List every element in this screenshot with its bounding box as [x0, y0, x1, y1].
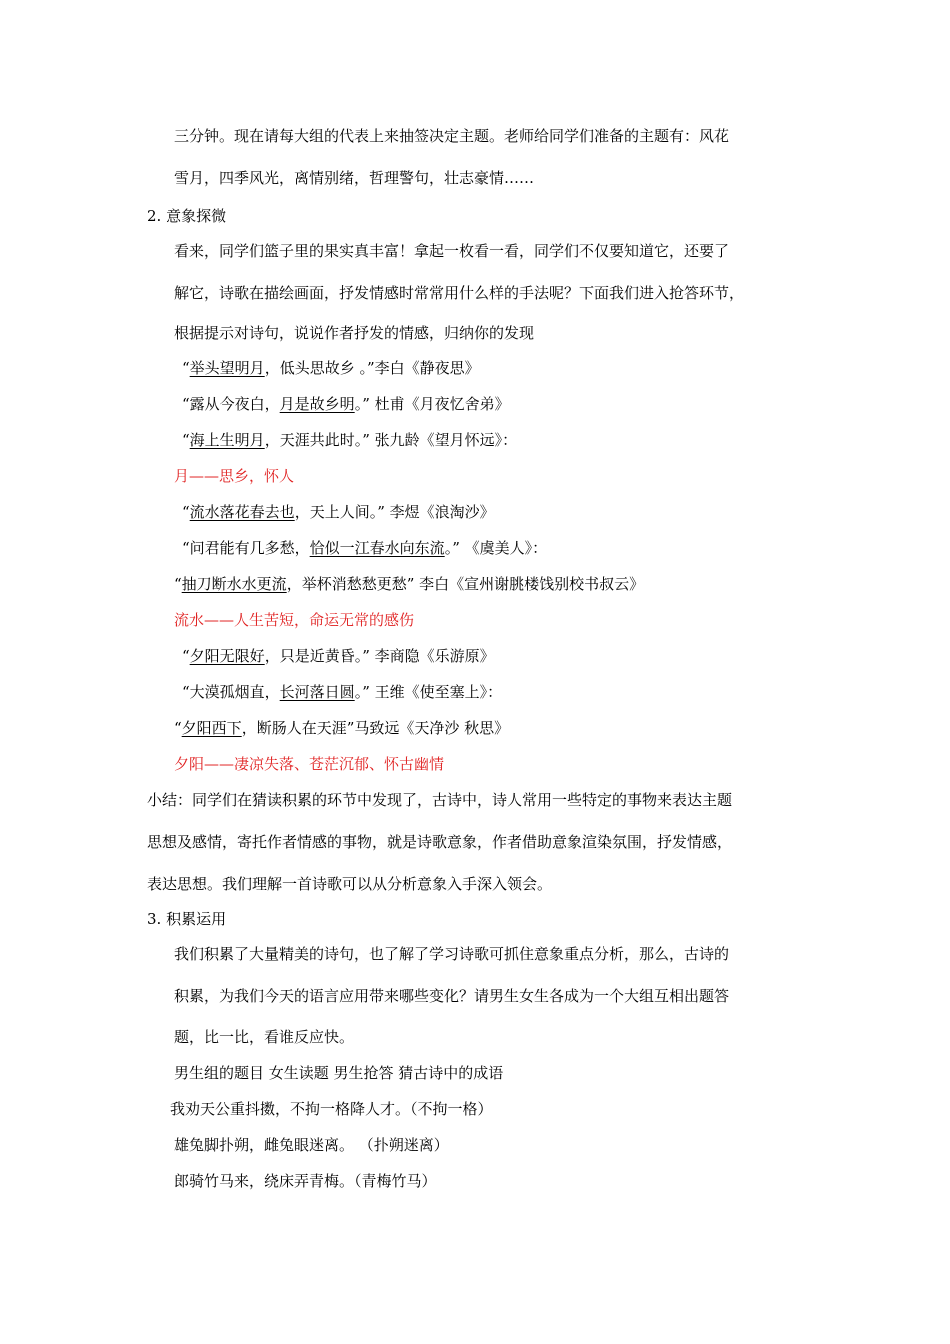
text-segment: 雪月，四季风光，离情别绪，哲理警句，壮志豪情…… — [174, 169, 535, 187]
text-segment: 夕阳——凄凉失落、苍茫沉郁、怀古幽情 — [174, 755, 445, 773]
text-segment: “ — [174, 575, 182, 593]
text-segment: “大漠孤烟直， — [182, 683, 280, 701]
text-segment: 2. 意象探微 — [147, 207, 227, 225]
text-segment: 郎骑竹马来，绕床弄青梅。（青梅竹马） — [174, 1172, 437, 1190]
paragraph-line — [174, 168, 534, 188]
text-segment: 雄兔脚扑朔，雌兔眼迷离。 （扑朔迷离） — [174, 1136, 449, 1154]
text-segment: ，天上人间。” 李煜《浪淘沙》 — [294, 503, 495, 521]
poem-quote-line — [182, 430, 517, 450]
text-segment: “ — [174, 719, 182, 737]
section-heading — [147, 206, 226, 226]
quiz-line — [174, 1063, 503, 1083]
text-segment: 解它，诗歌在描绘画面，抒发情感时常常用什么样的手法呢？下面我们进入抢答环节， — [174, 284, 745, 302]
text-segment: ，天涯共此时。” 张九龄《望月怀远》： — [264, 431, 518, 449]
underlined-phrase: 流水落花春去也 — [189, 503, 295, 521]
underlined-phrase: 海上生明月 — [189, 431, 265, 449]
quiz-line — [170, 1099, 493, 1119]
text-segment: 我们积累了大量精美的诗句，也了解了学习诗歌可抓住意象重点分析，那么，古诗的 — [174, 945, 730, 963]
paragraph-line — [174, 283, 744, 303]
quiz-line — [174, 1135, 449, 1155]
text-segment: “露从今夜白， — [182, 395, 280, 413]
text-segment: ，只是近黄昏。” 李商隐《乐游原》 — [264, 647, 495, 665]
text-segment: 积累，为我们今天的语言应用带来哪些变化？请男生女生各成为一个大组互相出题答 — [174, 987, 730, 1005]
text-segment: 根据提示对诗句，说说作者抒发的情感，归纳你的发现 — [174, 324, 535, 342]
paragraph-line — [174, 1027, 354, 1047]
text-segment: 题，比一比，看谁反应快。 — [174, 1028, 355, 1046]
quiz-line — [174, 1171, 437, 1191]
text-segment: 月——思乡，怀人 — [174, 467, 295, 485]
paragraph-line — [174, 944, 729, 964]
poem-quote-line — [174, 574, 644, 594]
summary-line — [147, 832, 732, 852]
summary-line — [147, 874, 552, 894]
paragraph-line — [174, 126, 729, 146]
underlined-phrase: 长河落日圆 — [279, 683, 355, 701]
text-segment: ，低头思故乡 。”李白《静夜思》 — [264, 359, 480, 377]
text-segment: ，断肠人在天涯”马致远《天净沙 秋思》 — [241, 719, 510, 737]
poem-quote-line — [182, 682, 502, 702]
poem-quote-line — [182, 538, 547, 558]
paragraph-line — [174, 986, 729, 1006]
text-segment: 小结：同学们在猜读积累的环节中发现了，古诗中，诗人常用一些特定的事物来表达主题 — [147, 791, 733, 809]
conclusion-line — [174, 466, 294, 486]
paragraph-line — [174, 323, 534, 343]
underlined-phrase: 抽刀断水水更流 — [181, 575, 287, 593]
underlined-phrase: 恰似一江春水向东流 — [309, 539, 445, 557]
paragraph-line — [174, 241, 729, 261]
underlined-phrase: 夕阳无限好 — [189, 647, 265, 665]
text-segment: “问君能有几多愁， — [182, 539, 310, 557]
text-segment: 。” 《虞美人》： — [444, 539, 548, 557]
text-segment: 。” 王维《使至塞上》： — [354, 683, 503, 701]
poem-quote-line — [182, 646, 495, 666]
underlined-phrase: 夕阳西下 — [181, 719, 242, 737]
text-segment: 三分钟。现在请每大组的代表上来抽签决定主题。老师给同学们准备的主题有：风花 — [174, 127, 730, 145]
text-segment: 我劝天公重抖擞，不拘一格降人才。（不拘一格） — [170, 1100, 493, 1118]
poem-quote-line — [182, 358, 480, 378]
section-heading — [147, 909, 226, 929]
poem-quote-line — [174, 718, 509, 738]
text-segment: 表达思想。我们理解一首诗歌可以从分析意象入手深入领会。 — [147, 875, 553, 893]
underlined-phrase: 举头望明月 — [189, 359, 265, 377]
text-segment: “ — [182, 647, 190, 665]
text-segment: 。” 杜甫《月夜忆舍弟》 — [354, 395, 510, 413]
text-segment: 男生组的题目 女生读题 男生抢答 猜古诗中的成语 — [174, 1064, 504, 1082]
underlined-phrase: 月是故乡明 — [279, 395, 355, 413]
text-segment: 看来，同学们篮子里的果实真丰富！拿起一枚看一看，同学们不仅要知道它，还要了 — [174, 242, 730, 260]
text-segment: “ — [182, 431, 190, 449]
poem-quote-line — [182, 502, 495, 522]
text-segment: ，举杯消愁愁更愁” 李白《宣州谢朓楼饯别校书叔云》 — [286, 575, 645, 593]
text-segment: “ — [182, 503, 190, 521]
conclusion-line — [174, 610, 414, 630]
summary-line — [147, 790, 732, 810]
text-segment: “ — [182, 359, 190, 377]
text-segment: 思想及感情，寄托作者情感的事物，就是诗歌意象，作者借助意象渲染氛围，抒发情感， — [147, 833, 733, 851]
conclusion-line — [174, 754, 444, 774]
text-segment: 流水——人生苦短，命运无常的感伤 — [174, 611, 415, 629]
text-segment: 3. 积累运用 — [147, 910, 227, 928]
poem-quote-line — [182, 394, 510, 414]
